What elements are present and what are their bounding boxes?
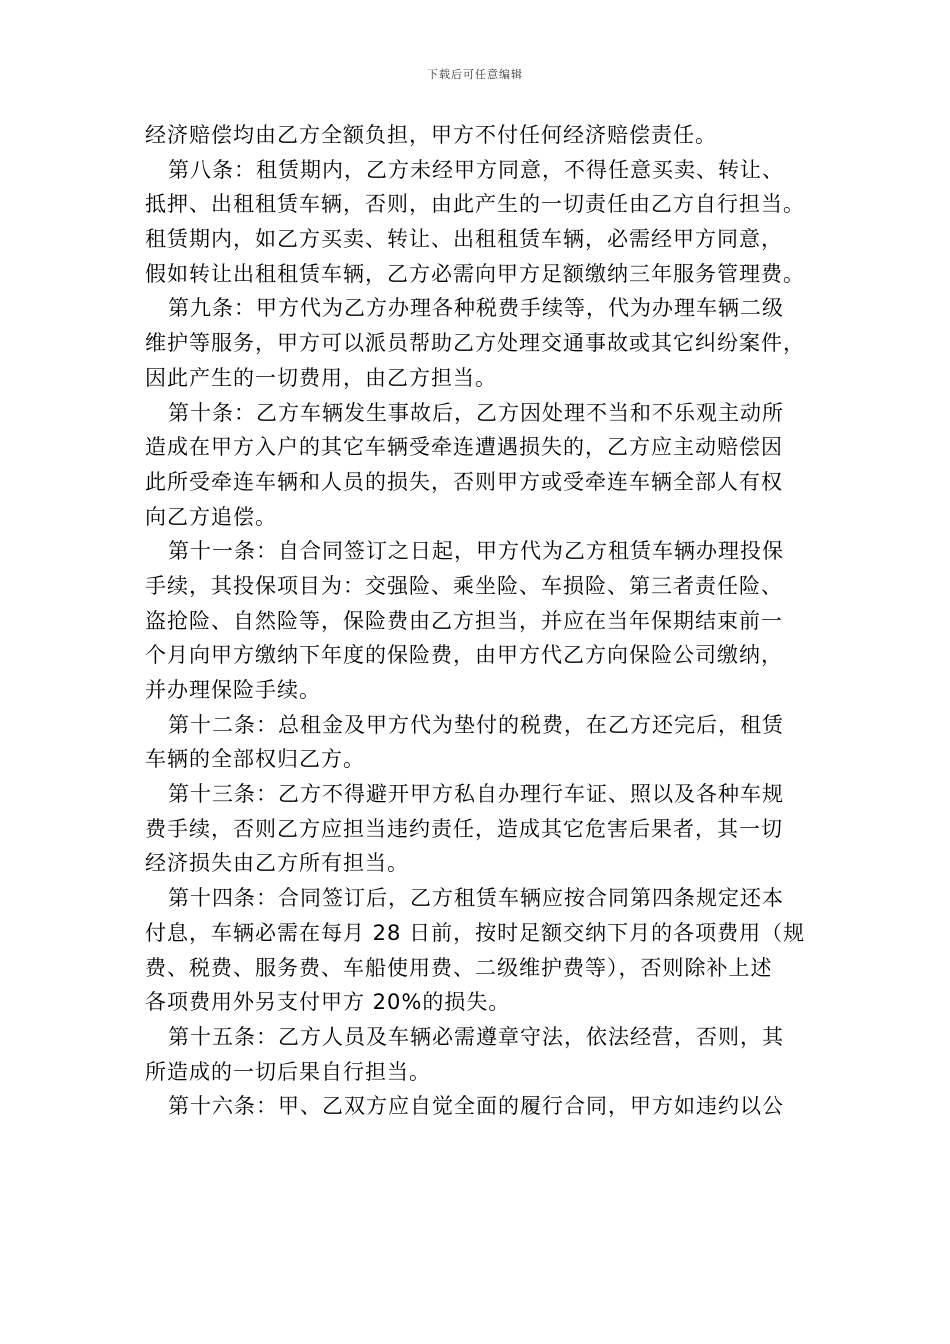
paragraph-line: 此所受牵连车辆和人员的损失，否则甲方或受牵连车辆全部人有权	[145, 469, 783, 494]
paragraph-line: 手续，其投保项目为：交强险、乘坐险、车损险、第三者责任险、	[145, 573, 783, 598]
paragraph-line: 第十五条：乙方人员及车辆必需遵章守法，依法经营，否则，其	[168, 1024, 784, 1049]
paragraph-line: 各项费用外另支付甲方 20%的损失。	[145, 990, 511, 1015]
paragraph-line: 第八条：租赁期内，乙方未经甲方同意，不得任意买卖、转让、	[168, 157, 784, 182]
paragraph-line: 第十六条：甲、乙双方应自觉全面的履行合同，甲方如违约以公	[168, 1094, 784, 1119]
paragraph-line: 造成在甲方入户的其它车辆受牵连遭遇损失的，乙方应主动赔偿因	[145, 435, 783, 460]
paragraph-line: 第十四条：合同签订后，乙方租赁车辆应按合同第四条规定还本	[168, 886, 784, 911]
paragraph-line: 第十三条：乙方不得避开甲方私自办理行车证、照以及各种车规	[168, 782, 784, 807]
paragraph-line: 付息，车辆必需在每月 28 日前，按时足额交纳下月的各项费用（规	[145, 920, 806, 945]
paragraph-line: 向乙方追偿。	[145, 504, 277, 529]
paragraph-line: 车辆的全部权归乙方。	[145, 747, 365, 772]
paragraph-line: 经济赔偿均由乙方全额负担，甲方不付任何经济赔偿责任。	[145, 123, 717, 147]
page-header: 下载后可任意编辑	[427, 68, 523, 81]
paragraph-line: 第十条：乙方车辆发生事故后，乙方因处理不当和不乐观主动所	[168, 400, 784, 425]
paragraph-line: 第十一条：自合同签订之日起，甲方代为乙方租赁车辆办理投保	[168, 539, 784, 564]
paragraph-line: 费手续，否则乙方应担当违约责任，造成其它危害后果者，其一切	[145, 816, 783, 841]
document-body	[145, 118, 805, 1124]
paragraph-line: 并办理保险手续。	[145, 678, 321, 702]
paragraph-line: 假如转让出租租赁车辆，乙方必需向甲方足额缴纳三年服务管理费。	[145, 261, 805, 286]
paragraph-line: 因此产生的一切费用，由乙方担当。	[145, 365, 497, 390]
paragraph-line: 第十二条：总租金及甲方代为垫付的税费，在乙方还完后，租赁	[168, 712, 784, 737]
paragraph-line: 所造成的一切后果自行担当。	[145, 1059, 431, 1084]
paragraph-line: 经济损失由乙方所有担当。	[145, 851, 409, 876]
paragraph-line: 租赁期内，如乙方买卖、转让、出租租赁车辆，必需经甲方同意，	[145, 227, 783, 252]
paragraph-line: 盗抢险、自然险等，保险费由乙方担当，并应在当年保期结束前一	[145, 608, 783, 633]
paragraph-line: 抵押、出租租赁车辆，否则，由此产生的一切责任由乙方自行担当。	[145, 192, 805, 217]
paragraph-line: 费、税费、服务费、车船使用费、二级维护费等），否则除补上述	[145, 955, 773, 980]
paragraph-line: 个月向甲方缴纳下年度的保险费，由甲方代乙方向保险公司缴纳，	[145, 643, 783, 668]
paragraph-line: 维护等服务，甲方可以派员帮助乙方处理交通事故或其它纠纷案件，	[145, 331, 805, 356]
paragraph-line: 第九条：甲方代为乙方办理各种税费手续等，代为办理车辆二级	[168, 296, 784, 321]
